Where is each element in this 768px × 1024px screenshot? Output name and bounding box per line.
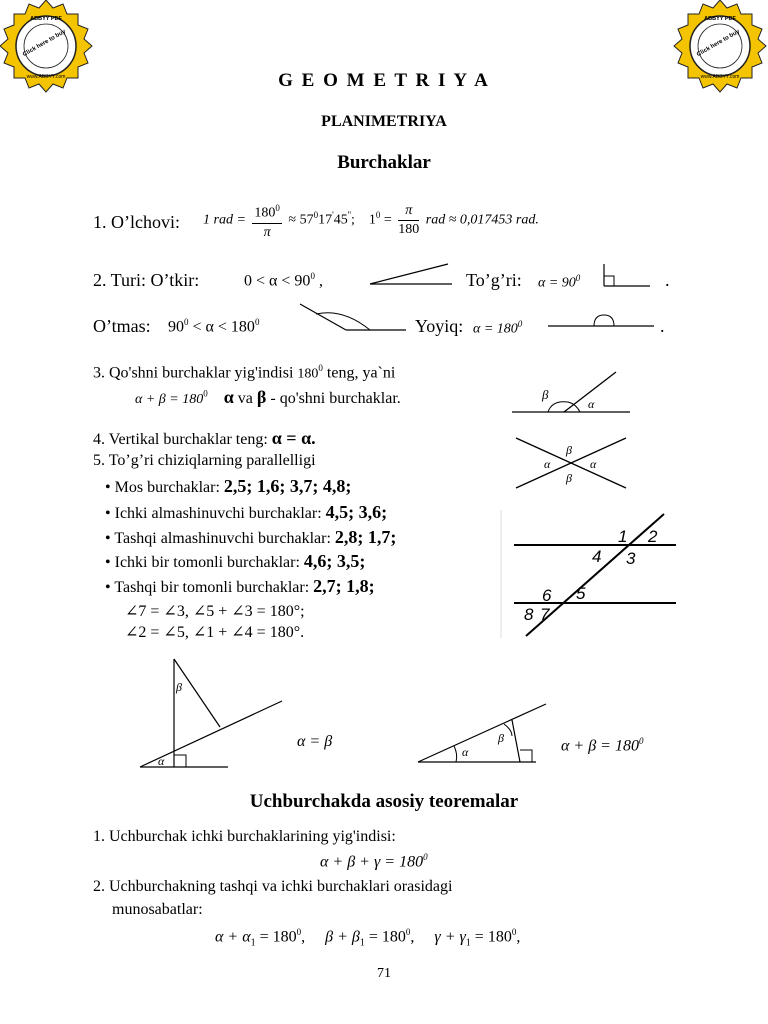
obtuse-angle-figure: [298, 302, 408, 332]
parallel-item-1: • Mos burchaklar: 2,5; 1,6; 3,7; 4,8;: [105, 476, 352, 496]
svg-text:7: 7: [540, 605, 550, 624]
vertical-line: 4. Vertikal burchaklar teng: α = α.: [93, 428, 316, 448]
measure-formula: 1 rad = $\frac{180^0}{\pi}$ ≈ $57^017'45''$; $1^0$ = $\frac{\pi}{180}$ rad ≈ 0,017453 rad.: [203, 199, 539, 242]
svg-text:3: 3: [626, 549, 636, 568]
parallel-eq-2: ∠2 = ∠5, ∠1 + ∠4 = 180°.: [125, 624, 305, 641]
measure-label: 1. O’lchovi:: [93, 212, 180, 232]
acute-angle-figure: [368, 262, 453, 288]
svg-text:6: 6: [542, 586, 552, 605]
adjacent-line1: 3. Qo'shni burchaklar yig'indisi $180^0$ teng, ya`ni: [93, 363, 396, 382]
dot-1: .: [665, 270, 670, 290]
adjacent-line2: $\alpha + \beta = 180^0$ α va β - qo'shni burchaklar.: [135, 387, 401, 407]
parallel-eq-1: ∠7 = ∠3, ∠5 + ∠3 = 180°;: [125, 603, 305, 620]
vertical-angles-figure: [512, 432, 630, 496]
svg-text:α: α: [158, 754, 165, 768]
acute-formula: $0 < \alpha < 90^0$ ,: [244, 271, 323, 290]
parallel-item-4: • Ichki bir tomonli burchaklar: 4,6; 3,5;: [105, 551, 366, 571]
svg-text:8: 8: [524, 605, 534, 624]
straight-label: Yoyiq:: [415, 316, 464, 336]
triangle-item-2b: munosabatlar:: [112, 901, 203, 918]
svg-text:β: β: [498, 731, 504, 745]
perpendicular-angle-figure-left: [136, 655, 286, 771]
svg-text:2: 2: [648, 527, 658, 546]
right-angle-label: To’g’ri:: [466, 270, 522, 290]
parallel-item-3: • Tashqi almashinuvchi burchaklar: 2,8; 1,7;: [105, 527, 397, 547]
svg-text:α: α: [544, 457, 551, 471]
triangle-item-1: 1. Uchburchak ichki burchaklarining yig'indisi:: [93, 828, 396, 845]
dot-2: .: [660, 316, 665, 336]
svg-text:Click here to buy: Click here to buy: [696, 28, 741, 59]
svg-text:ABBYY PDF: ABBYY PDF: [30, 16, 62, 22]
svg-text:Click here to buy: Click here to buy: [22, 28, 67, 59]
obtuse-label: O’tmas:: [93, 316, 151, 336]
right-angle-formula: $\alpha = 90^0$: [538, 273, 581, 291]
perpendicular-angle-figure-right: [416, 700, 552, 766]
parallel-lines-figure: [500, 510, 680, 640]
adjacent-angles-figure: [508, 364, 632, 416]
svg-text:www.ABBYY.com: www.ABBYY.com: [700, 74, 740, 80]
right-angle-figure: [598, 262, 653, 290]
svg-text:1: 1: [618, 527, 628, 546]
page-title: G E O M E T R I Y A: [278, 70, 490, 91]
triangle-heading: Uchburchakda asosiy teoremalar: [249, 791, 519, 812]
parallel-item-5: • Tashqi bir tomonli burchaklar: 2,7; 1,8;: [105, 576, 375, 596]
svg-text:5: 5: [576, 584, 586, 603]
svg-text:α: α: [462, 745, 469, 759]
adjacent-fig-beta: β: [542, 387, 549, 402]
obtuse-formula: $90^0 < \alpha < 180^0$: [168, 317, 260, 336]
triangle-item-2a: 2. Uchburchakning tashqi va ichki burchaklari orasidagi: [93, 878, 453, 895]
triangle-formula-1: $\alpha + \beta + \gamma = 180^0$: [320, 852, 428, 871]
parallel-item-2: • Ichki almashinuvchi burchaklar: 4,5; 3,6;: [105, 502, 388, 522]
straight-angle-figure: [546, 312, 656, 330]
svg-text:β: β: [176, 680, 182, 694]
adjacent-fig-alpha: α: [588, 397, 595, 411]
svg-text:β: β: [566, 471, 572, 485]
svg-text:ABBYY PDF: ABBYY PDF: [704, 16, 736, 22]
svg-text:α: α: [590, 457, 597, 471]
svg-text:β: β: [566, 443, 572, 457]
svg-text:4: 4: [592, 547, 602, 566]
figure-eq-right: $\alpha + \beta = 180^0$: [561, 736, 644, 755]
parallel-title: 5. To’g’ri chiziqlarning parallelligi: [93, 452, 316, 469]
straight-formula: $\alpha = 180^0$: [473, 319, 523, 337]
svg-text:www.ABBYY.com: www.ABBYY.com: [26, 74, 66, 80]
figure-eq-left: α = β: [297, 733, 333, 750]
triangle-formula-2: $\alpha + \alpha_1 = 180^0$, $\beta + \beta_1 = 180^0$, $\gamma + \gamma_1 = 180^0$,: [215, 927, 521, 949]
subtitle: PLANIMETRIYA: [321, 113, 447, 130]
page-number: 71: [377, 966, 391, 981]
types-label: 2. Turi: O’tkir:: [93, 270, 200, 290]
section-heading: Burchaklar: [337, 152, 431, 173]
